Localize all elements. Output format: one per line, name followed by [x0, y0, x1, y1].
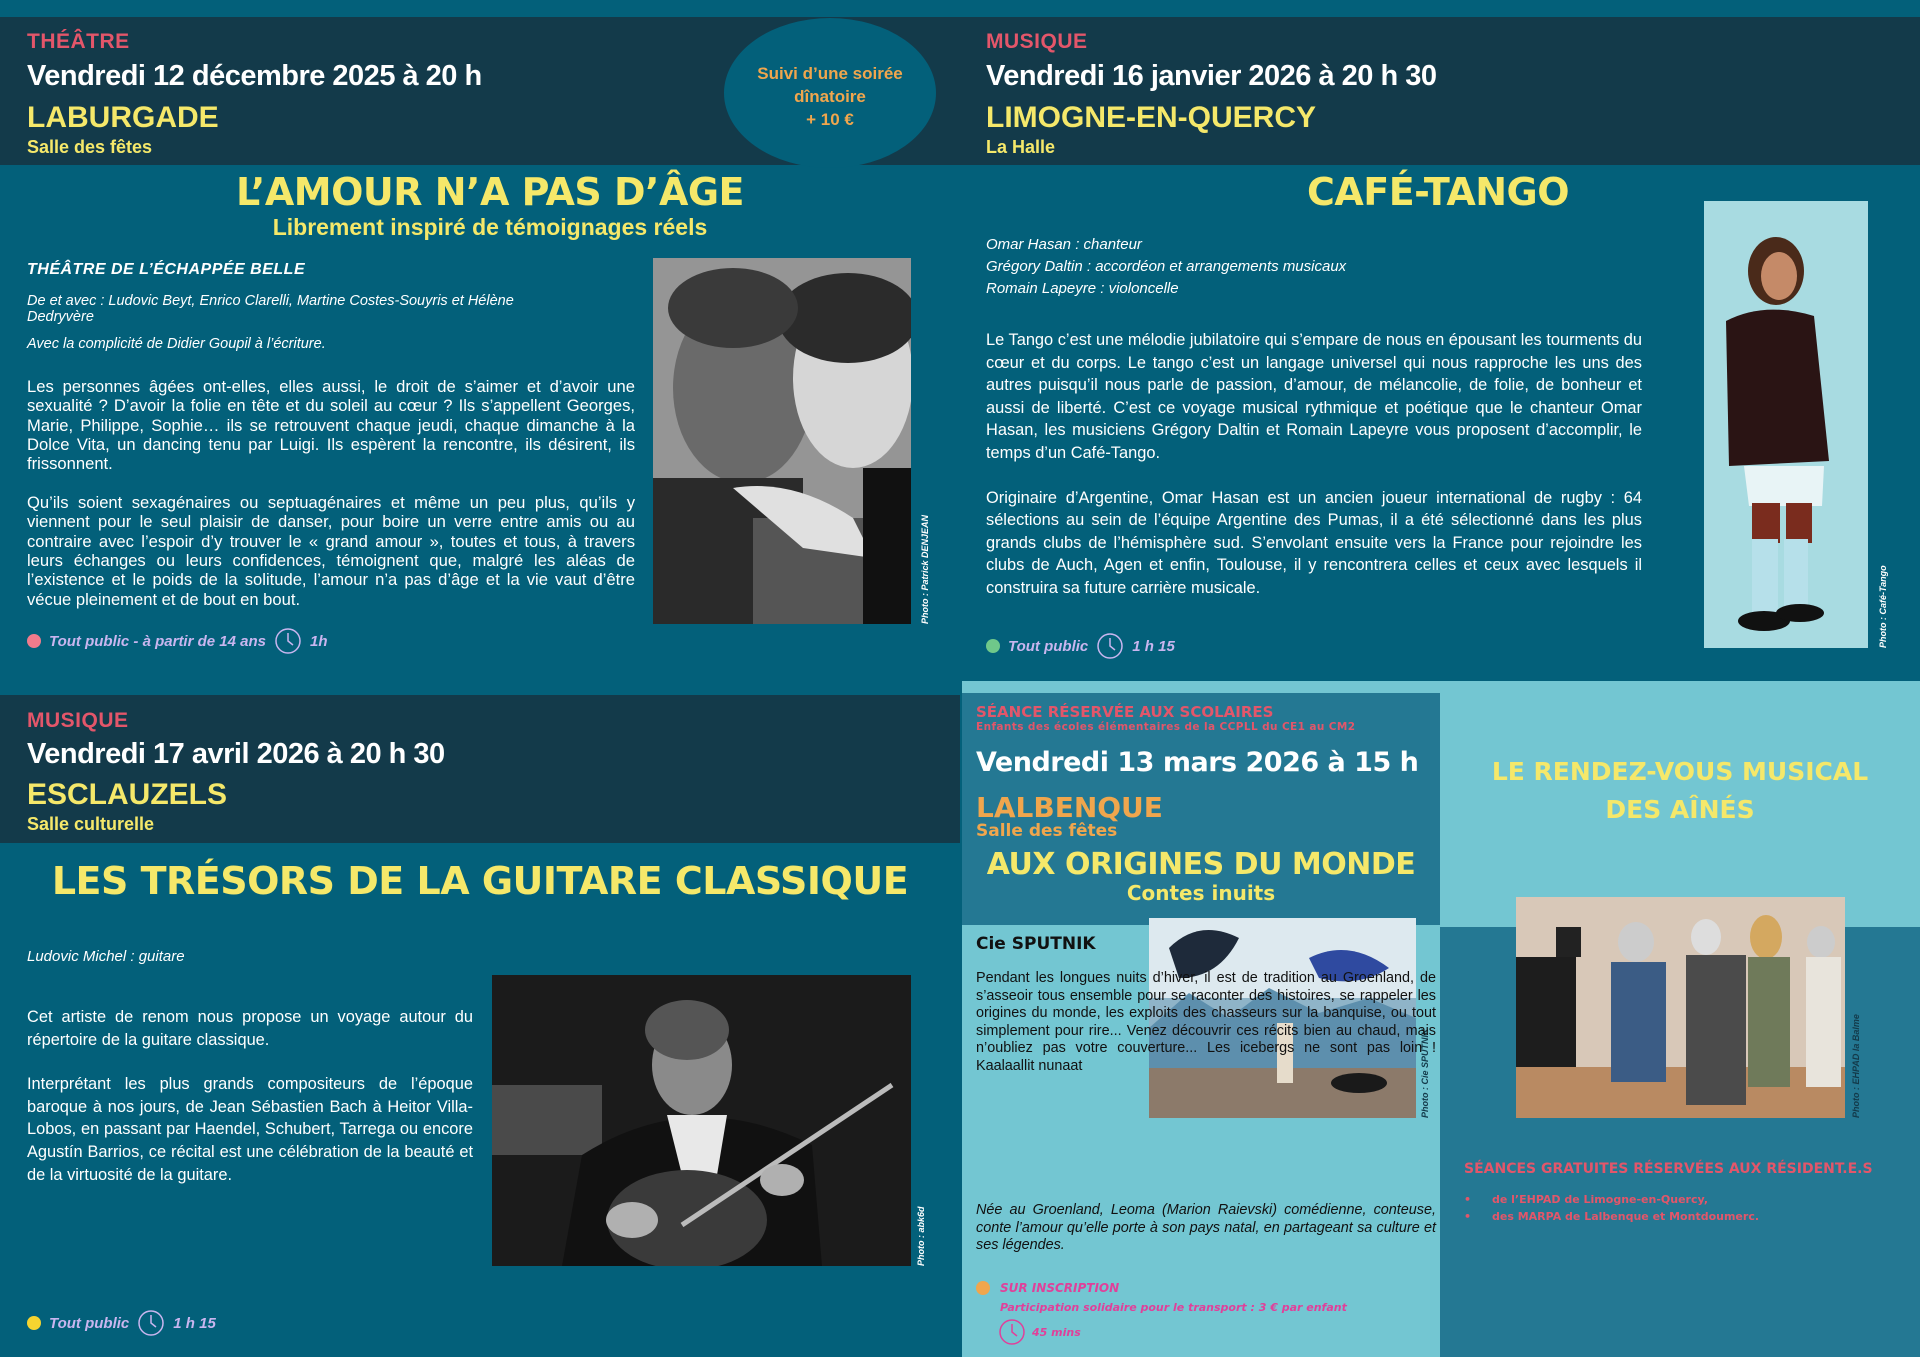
- top-stripe: [962, 681, 1440, 693]
- clock-icon: [274, 627, 302, 655]
- audience-dot-icon: [27, 634, 41, 648]
- event-date: Vendredi 17 avril 2026 à 20 h 30: [27, 738, 445, 770]
- couple-photo-image: [653, 258, 911, 624]
- resident-list-item: • de l’EHPAD de Limogne-en-Quercy,: [1464, 1193, 1708, 1206]
- photo-omar-hasan: [1704, 201, 1868, 648]
- credit-line: Grégory Daltin : accordéon et arrangements musicaux: [986, 258, 1347, 275]
- audience-dot-icon: [986, 639, 1000, 653]
- resident-list: [1464, 1191, 1759, 1225]
- clock-icon: [1096, 632, 1124, 660]
- dancing-seniors-photo-image: [1516, 897, 1845, 1118]
- event-category: MUSIQUE: [27, 709, 129, 732]
- event-theatre: [0, 0, 960, 681]
- title-line: LE RENDEZ-VOUS MUSICAL: [1491, 757, 1869, 786]
- event-body: [986, 329, 1642, 619]
- event-title: CAFÉ-TANGO: [1306, 170, 1570, 214]
- event-title: L’AMOUR N’A PAS D’ÂGE: [235, 170, 745, 214]
- event-town: ESCLAUZELS: [27, 778, 228, 811]
- duration-label: 1 h 15: [1132, 637, 1175, 655]
- bullet-text: de l’EHPAD de Limogne-en-Quercy,: [1492, 1193, 1708, 1206]
- event-venue: La Halle: [986, 137, 1056, 157]
- paragraph: Interprétant les plus grands compositeurs de l’époque baroque à nos jours, de Jean Sébastien Bach à Heitor Villa-Lobos, en passant par Haendel, Schubert, Tarrega ou encore Agustín Barrios, ce récital est une célébration de la beauté et de la virtuosité de la guitare.: [27, 1075, 473, 1184]
- photo-credit: Photo : Cie SPUTNIK: [1420, 1028, 1430, 1118]
- photo-credit: Photo : Café-Tango: [1878, 565, 1888, 648]
- event-town: LALBENQUE: [976, 791, 1163, 824]
- audience-label: Tout public - à partir de 14 ans: [49, 632, 266, 650]
- bubble-line: dînatoire: [794, 87, 866, 106]
- photo-credit: Photo : abk6d: [916, 1206, 926, 1266]
- cast: De et avec : Ludovic Beyt, Enrico Clarelli, Martine Costes-Souyris et Hélène Dedryvère: [27, 293, 514, 326]
- paragraph: Qu’ils soient sexagénaires ou septuagénaires et même un peu plus, qu’ils y viennent pour le seul plaisir de danser, pour boire un verre entre amis ou au contraire avec l’espoir d’y trouver le « grand amour », toutes et tous, à travers leurs échanges ou leurs confidences, témoignent que, malgré les aléas de l’existence et le poids de la solitude, l’amour n’a pas d’âge et la vie vaut d’être vécue pleinement et de bout en bout.: [27, 492, 635, 609]
- event-title: [1440, 753, 1920, 829]
- company-name: THÉÂTRE DE L’ÉCHAPPÉE BELLE: [27, 261, 306, 278]
- registration-label: SUR INSCRIPTION: [1000, 1281, 1120, 1295]
- photo-credit: Photo : Patrick DENJEAN: [920, 514, 930, 624]
- bubble-line: + 10 €: [806, 110, 854, 129]
- audience-info: [27, 627, 328, 655]
- audience-label: Tout public: [49, 1314, 130, 1332]
- event-date: Vendredi 16 janvier 2026 à 20 h 30: [986, 60, 1437, 92]
- event-venue: Salle culturelle: [27, 814, 155, 834]
- audience-label: Tout public: [1008, 637, 1089, 655]
- credit-line: Omar Hasan : chanteur: [986, 236, 1142, 253]
- photo-guitarist: [492, 975, 911, 1266]
- photo-couple: [653, 258, 911, 624]
- paragraph: Originaire d’Argentine, Omar Hasan est un ancien joueur international de rugby : 64 sélections au sein de l’équipe Argentine des Pumas, il a été sélectionné dans les plus grands clubs de l’hémisphère sud. S’envolant ensuite vers la France pour rejoindre les clubs de Auch, Agen et enfin, Toulouse, il y rencontrera celles et ceux avec lesquels il construira sa future carrière musicale.: [986, 488, 1642, 597]
- free-session-notice: SÉANCES GRATUITES RÉSERVÉES AUX RÉSIDENT.E.S: [1464, 1161, 1873, 1177]
- registration-row: [976, 1281, 1347, 1295]
- transport-label: Participation solidaire pour le transport : 3 € par enfant: [1000, 1301, 1347, 1314]
- event-title: AUX ORIGINES DU MONDE: [986, 847, 1416, 882]
- credit-line: Ludovic Michel : guitare: [27, 948, 185, 965]
- registration-info: [976, 1281, 1347, 1346]
- event-town: LIMOGNE-EN-QUERCY: [986, 101, 1316, 134]
- bubble-line: Suivi d’une soirée: [757, 64, 903, 83]
- credit-line: Romain Lapeyre : violoncelle: [986, 280, 1179, 297]
- performer-credits: [986, 234, 1586, 300]
- event-date: Vendredi 13 mars 2026 à 15 h: [976, 747, 1419, 778]
- audience-info: [986, 632, 1175, 660]
- duration-row: [998, 1318, 1347, 1346]
- paragraph: Cet artiste de renom nous propose un voyage autour du répertoire de la guitare classique.: [27, 1008, 473, 1049]
- school-category-sub: Enfants des écoles élémentaires de la CCPLL du CE1 au CM2: [976, 721, 1356, 733]
- performer-credits: [27, 946, 427, 968]
- event-category: MUSIQUE: [986, 30, 1088, 53]
- event-town: LABURGADE: [27, 101, 219, 134]
- guitarist-photo-image: [492, 975, 911, 1266]
- event-date: Vendredi 12 décembre 2025 à 20 h: [27, 60, 482, 92]
- event-cafe-tango: [960, 0, 1920, 681]
- resident-list-item: • des MARPA de Lalbenque et Montdoumerc.: [1464, 1210, 1760, 1223]
- event-subtitle: Contes inuits: [1126, 881, 1276, 905]
- event-venue: Salle des fêtes: [976, 821, 1118, 841]
- paragraph: Le Tango c’est une mélodie jubilatoire qui s’empare de nous en épousant les tourments du cœur et du corps. Le tango c’est un langage universel qui nous rapproche les uns des autres puisqu’il nous parle de passion, d’amour, de mélancolie, de folie, de bonheur et aussi de liberté. C’est ce voyage musical rythmique et poétique que le chanteur Omar Hasan, les musiciens Grégory Daltin et Romain Lapeyre vous proposent d’accomplir, le temps d’un Café-Tango.: [986, 331, 1642, 462]
- event-body: [27, 260, 635, 628]
- bullet-text: des MARPA de Lalbenque et Montdoumerc.: [1492, 1210, 1760, 1223]
- event-rendez-vous-aines: [1440, 681, 1920, 1357]
- clock-icon: [137, 1309, 165, 1337]
- performer-bio: Née au Groenland, Leoma (Marion Raievski) comédienne, conteuse, conte l’amour qu’elle porte à son pays natal, en partageant sa culture et ses légendes.: [976, 1202, 1436, 1254]
- photo-credit: Photo : EHPAD la Balme: [1851, 1014, 1861, 1118]
- school-category: SÉANCE RÉSERVÉE AUX SCOLAIRES: [976, 703, 1274, 721]
- audience-dot-icon: [27, 1316, 41, 1330]
- photo-dancing-seniors: [1516, 897, 1845, 1118]
- omar-hasan-photo-image: [1704, 201, 1868, 648]
- dinner-bubble: [724, 18, 936, 168]
- writing-credit: Avec la complicité de Didier Goupil à l’écriture.: [27, 336, 326, 353]
- paragraph: Les personnes âgées ont-elles, elles aussi, le droit de s’aimer et d’avoir une sexualité ? D’avoir la folie en tête et du soleil au cœur ? Ils s’appellent Georges, Marie, Philippe, Sophie… ils se retrouvent chaque jeudi, chaque dimanche à la Dolce Vita, un dancing tenu par Luigi. Ils espèrent la rencontre, ils désirent, ils frissonnent.: [27, 376, 635, 474]
- event-subtitle: Librement inspiré de témoignages réels: [272, 214, 708, 240]
- duration-label: 1h: [309, 632, 328, 650]
- clock-icon: [998, 1318, 1026, 1346]
- event-title: LES TRÉSORS DE LA GUITARE CLASSIQUE: [51, 859, 909, 903]
- title-line: DES AÎNÉS: [1605, 795, 1755, 824]
- duration-label: 1 h 15: [173, 1314, 216, 1332]
- event-venue: Salle des fêtes: [27, 137, 153, 157]
- registration-dot-icon: [976, 1281, 990, 1295]
- duration-label: 45 mins: [1032, 1325, 1081, 1339]
- audience-info: [27, 1309, 216, 1337]
- event-body: Pendant les longues nuits d’hiver, il est de tradition au Groenland, de s’asseoir tous ensemble pour se raconter des histoires, se rappeler les origines du monde, les exploits des chasseurs sur la banquise, ou tout simplement pour rire... Venez découvrir ces récits bien au chaud, mais n’oubliez pas votre couverture... Les icebergs ne sont pas loin ! Kaalaallit nunaat: [976, 970, 1436, 1074]
- event-guitare: [0, 681, 960, 1357]
- event-scolaires: [962, 681, 1440, 1357]
- event-category: THÉÂTRE: [27, 30, 130, 53]
- company-name: Cie SPUTNIK: [976, 934, 1096, 954]
- event-body: [27, 1006, 473, 1205]
